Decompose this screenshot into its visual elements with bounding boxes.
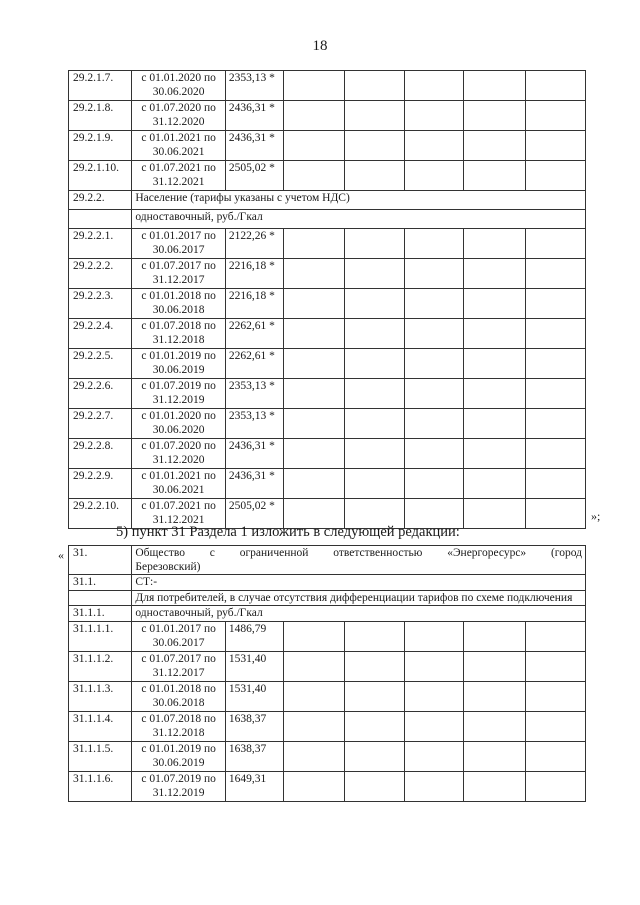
table-row [69,161,586,191]
empty-cell [464,349,525,379]
empty-cell [525,469,585,499]
page-number: 18 [312,38,328,54]
empty-cell [525,379,585,409]
consumers-code-cell [69,591,132,606]
period-from: с 01.01.2018 по [141,290,216,302]
row-code: 29.2.2.7. [69,409,132,439]
empty-cell [344,161,404,191]
period-from: с 01.01.2019 по [141,743,216,755]
table-row [69,229,586,259]
period-to: 31.12.2020 [152,454,205,466]
empty-cell [464,131,525,161]
empty-cell [344,259,404,289]
empty-cell [464,379,525,409]
period-to: 31.12.2017 [152,274,205,286]
empty-cell [404,319,463,349]
rate-text: одноставочный, руб./Гкал [132,606,586,622]
empty-cell [464,71,525,101]
empty-cell [344,742,404,772]
empty-cell [464,682,525,712]
rate-code: 31.1.1. [69,606,132,622]
org-code: 31. [69,546,132,575]
row-period [132,409,226,439]
row-value: 2216,18 * [225,289,283,319]
period-to: 31.12.2017 [152,667,205,679]
period-to: 31.12.2018 [152,727,205,739]
empty-cell [284,682,344,712]
row-period [132,742,226,772]
table-row [69,742,586,772]
period-from: с 01.07.2019 по [141,773,216,785]
empty-cell [344,101,404,131]
empty-cell [344,319,404,349]
empty-cell [344,71,404,101]
empty-cell [344,682,404,712]
period-to: 31.12.2021 [152,176,205,188]
row-period [132,131,226,161]
empty-cell [525,682,585,712]
period-to: 30.06.2017 [152,244,205,256]
table-row [69,682,586,712]
period-from: с 01.01.2020 по [141,72,216,84]
row-value: 1531,40 [225,652,283,682]
period-to: 31.12.2020 [152,116,205,128]
empty-cell [525,499,585,529]
empty-cell [404,349,463,379]
row-code: 29.2.1.10. [69,161,132,191]
period-to: 31.12.2018 [152,334,205,346]
period-from: с 01.01.2018 по [141,683,216,695]
table-row [69,289,586,319]
period-to: 31.12.2019 [152,394,205,406]
empty-cell [344,229,404,259]
empty-cell [344,469,404,499]
period-from: с 01.07.2021 по [141,162,216,174]
period-from: с 01.01.2017 по [141,230,216,242]
org-row [69,546,586,575]
empty-cell [404,229,463,259]
row-period [132,469,226,499]
table-row [69,652,586,682]
period-from: с 01.01.2021 по [141,470,216,482]
empty-cell [525,712,585,742]
period-to: 31.12.2019 [152,787,205,799]
period-to: 30.06.2020 [152,86,205,98]
table-row [69,469,586,499]
row-value: 2262,61 * [225,349,283,379]
row-period [132,622,226,652]
row-code: 29.2.2.2. [69,259,132,289]
empty-cell [404,439,463,469]
empty-cell [284,469,344,499]
empty-cell [525,439,585,469]
empty-cell [525,101,585,131]
row-value: 2216,18 * [225,259,283,289]
empty-cell [464,622,525,652]
empty-cell [464,652,525,682]
empty-cell [404,772,463,802]
empty-cell [404,409,463,439]
row-value: 2505,02 * [225,161,283,191]
section-header-row [69,191,586,210]
empty-cell [464,319,525,349]
empty-cell [525,622,585,652]
table-row [69,772,586,802]
empty-cell [525,349,585,379]
row-value: 2436,31 * [225,469,283,499]
empty-cell [284,161,344,191]
empty-cell [404,161,463,191]
row-code: 29.2.2.10. [69,499,132,529]
table-row [69,622,586,652]
empty-cell [525,409,585,439]
empty-cell [284,622,344,652]
empty-cell [525,161,585,191]
empty-cell [284,229,344,259]
row-value: 2505,02 * [225,499,283,529]
empty-cell [344,652,404,682]
period-to: 30.06.2018 [152,697,205,709]
empty-cell [344,622,404,652]
empty-cell [284,772,344,802]
row-code: 29.2.2.3. [69,289,132,319]
empty-cell [464,499,525,529]
tariff-table-energoresurs [68,545,586,802]
empty-cell [525,772,585,802]
table-row [69,349,586,379]
table-row [69,259,586,289]
period-from: с 01.01.2020 по [141,410,216,422]
empty-cell [284,712,344,742]
empty-cell [284,379,344,409]
table-row [69,131,586,161]
section-title: Население (тарифы указаны с учетом НДС) [132,191,586,210]
st-code: 31.1. [69,575,132,591]
row-value: 2353,13 * [225,379,283,409]
period-to: 30.06.2018 [152,304,205,316]
empty-cell [525,229,585,259]
row-code: 29.2.1.9. [69,131,132,161]
period-to: 30.06.2019 [152,364,205,376]
period-to: 30.06.2019 [152,757,205,769]
period-from: с 01.07.2021 по [141,500,216,512]
row-period [132,652,226,682]
empty-cell [284,349,344,379]
period-to: 30.06.2017 [152,637,205,649]
empty-cell [344,379,404,409]
row-value: 1486,79 [225,622,283,652]
row-value: 2436,31 * [225,131,283,161]
row-period [132,101,226,131]
period-from: с 01.07.2020 по [141,102,216,114]
consumers-row [69,591,586,606]
empty-cell [404,379,463,409]
row-value: 1638,37 [225,742,283,772]
empty-cell [344,409,404,439]
empty-cell [284,289,344,319]
period-from: с 01.07.2018 по [141,320,216,332]
empty-cell [404,712,463,742]
empty-cell [464,259,525,289]
row-value: 1638,37 [225,712,283,742]
row-code: 31.1.1.5. [69,742,132,772]
period-from: с 01.01.2019 по [141,350,216,362]
row-period [132,259,226,289]
table-row [69,712,586,742]
row-code: 31.1.1.3. [69,682,132,712]
empty-cell [404,622,463,652]
empty-cell [404,682,463,712]
row-period [132,439,226,469]
row-value: 2262,61 * [225,319,283,349]
empty-cell [284,131,344,161]
st-text: СТ:- [132,575,586,591]
empty-cell [525,319,585,349]
row-code: 29.2.2.6. [69,379,132,409]
row-code: 29.2.1.8. [69,101,132,131]
period-from: с 01.07.2018 по [141,713,216,725]
org-name-line2: Березовский) [135,561,201,573]
row-code: 29.2.2.4. [69,319,132,349]
empty-cell [464,712,525,742]
period-to: 31.12.2021 [152,514,205,526]
section-rate: одноставочный, руб./Гкал [132,210,586,229]
empty-cell [344,439,404,469]
row-value: 2436,31 * [225,101,283,131]
empty-cell [404,652,463,682]
org-name [132,546,586,575]
empty-cell [525,71,585,101]
row-period [132,161,226,191]
empty-cell [525,131,585,161]
section-rate-code-cell [69,210,132,229]
row-value: 1649,31 [225,772,283,802]
empty-cell [344,349,404,379]
row-period [132,772,226,802]
period-from: с 01.01.2021 по [141,132,216,144]
empty-cell [344,289,404,319]
row-period [132,682,226,712]
period-from: с 01.07.2017 по [141,260,216,272]
row-period [132,289,226,319]
period-to: 30.06.2020 [152,424,205,436]
row-value: 2436,31 * [225,439,283,469]
empty-cell [344,772,404,802]
row-code: 31.1.1.4. [69,712,132,742]
table-row [69,101,586,131]
table-row [69,409,586,439]
empty-cell [284,409,344,439]
consumers-text: Для потребителей, в случае отсутствия дифференциации тарифов по схеме подключения [132,591,586,606]
empty-cell [404,259,463,289]
empty-cell [464,101,525,131]
row-code: 31.1.1.2. [69,652,132,682]
row-value: 1531,40 [225,682,283,712]
empty-cell [464,229,525,259]
row-code: 31.1.1.1. [69,622,132,652]
amendment-text: 5) пункт 31 Раздела 1 изложить в следующей редакции: [116,524,460,540]
empty-cell [284,319,344,349]
empty-cell [464,469,525,499]
row-period [132,229,226,259]
row-value: 2353,13 * [225,409,283,439]
row-period [132,319,226,349]
empty-cell [284,439,344,469]
row-code: 31.1.1.6. [69,772,132,802]
period-to: 30.06.2021 [152,146,205,158]
row-code: 29.2.1.7. [69,71,132,101]
row-code: 29.2.2.5. [69,349,132,379]
rate-row [69,606,586,622]
empty-cell [344,712,404,742]
section-code: 29.2.2. [69,191,132,210]
empty-cell [284,71,344,101]
empty-cell [464,289,525,319]
table-row [69,379,586,409]
empty-cell [525,259,585,289]
empty-cell [404,71,463,101]
row-period [132,71,226,101]
table-row [69,71,586,101]
empty-cell [404,131,463,161]
period-to: 30.06.2021 [152,484,205,496]
opening-quote: « [58,548,64,562]
row-period [132,379,226,409]
empty-cell [284,101,344,131]
period-from: с 01.01.2017 по [141,623,216,635]
row-code: 29.2.2.1. [69,229,132,259]
empty-cell [404,742,463,772]
org-name-line1: Общество с ограниченной ответственностью «Энергоресурс» (город [135,547,582,559]
row-period [132,349,226,379]
empty-cell [464,161,525,191]
row-code: 29.2.2.9. [69,469,132,499]
empty-cell [404,101,463,131]
empty-cell [404,469,463,499]
period-from: с 01.07.2019 по [141,380,216,392]
period-from: с 01.07.2020 по [141,440,216,452]
closing-quote: »; [591,509,601,523]
row-value: 2122,26 * [225,229,283,259]
empty-cell [464,409,525,439]
empty-cell [344,131,404,161]
table-row [69,439,586,469]
st-row [69,575,586,591]
row-code: 29.2.2.8. [69,439,132,469]
empty-cell [464,772,525,802]
period-from: с 01.07.2017 по [141,653,216,665]
tariff-table-population [68,70,586,529]
empty-cell [464,742,525,772]
empty-cell [284,652,344,682]
section-rate-row [69,210,586,229]
empty-cell [284,742,344,772]
empty-cell [525,742,585,772]
empty-cell [525,652,585,682]
table-row [69,319,586,349]
empty-cell [404,289,463,319]
empty-cell [464,439,525,469]
row-value: 2353,13 * [225,71,283,101]
empty-cell [284,259,344,289]
row-period [132,712,226,742]
empty-cell [525,289,585,319]
